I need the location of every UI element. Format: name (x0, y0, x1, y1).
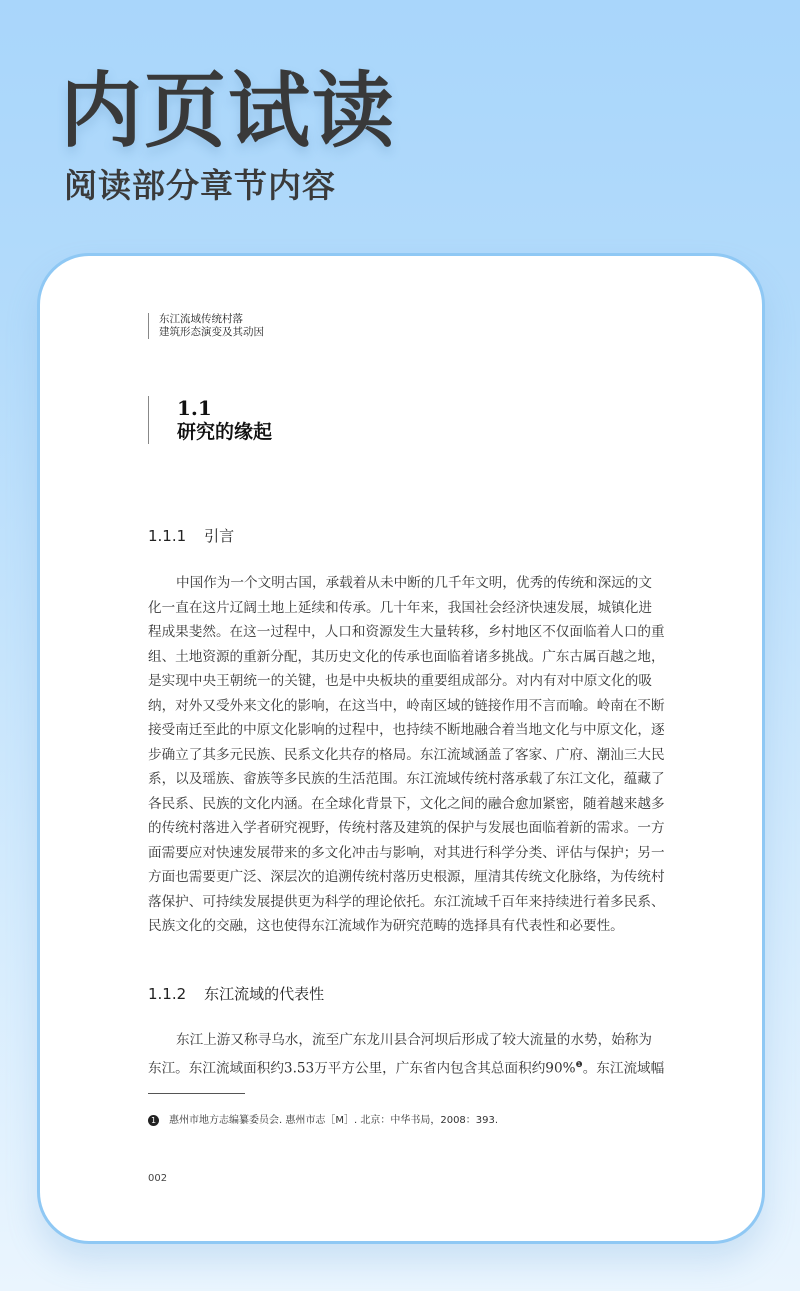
footnote-divider (148, 1093, 245, 1094)
running-head-line: 建筑形态演变及其动因 (159, 326, 264, 338)
text-line: 东江上游又称寻乌水，流至广东龙川县合河坝后形成了较大流量的水势，始称为 (176, 1032, 652, 1048)
text-line: 组、土地资源的重新分配，其历史文化的传承也面临着诸多挑战。广东古属百越之地， (148, 648, 665, 665)
text-line: 接受南迁至此的中原文化影响的过程中，也持续不断地融合着当地文化与中原文化，逐 (148, 722, 665, 738)
section-title: 东江流域的代表性 (204, 985, 325, 1003)
text-line: 各民系、民族的文化内涵。在全球化背景下，文化之间的融合愈加紧密，随着越来越多 (148, 795, 665, 812)
text-line: 步确立了其多元民族、民系文化共存的格局。东江流域涵盖了客家、广府、潮汕三大民 (148, 746, 665, 763)
footnote-ref[interactable]: ❶ (575, 1059, 583, 1069)
footnote-mark: 1 (148, 1115, 159, 1126)
text-line: 系，以及瑶族、畲族等多民族的生活范围。东江流域传统村落承载了东江文化，蕴藏了 (148, 771, 665, 787)
text-segment: 东江。东江流域面积约3.53万平方公里，广东省内包含其总面积约90% (148, 1060, 576, 1077)
footnote (148, 1111, 498, 1126)
text-line: 纳，对外又受外来文化的影响，在这当中，岭南区域的链接作用不言而喻。岭南在不断 (148, 697, 665, 714)
section-heading (148, 525, 234, 546)
text-segment: 。东江流域幅 (582, 1060, 665, 1077)
page-subtitle: 阅读部分章节内容 (64, 166, 336, 205)
text-line: 的传统村落进入学者研究视野，传统村落及建筑的保护与发展也面临着新的需求。一方 (148, 820, 665, 836)
section-number: 1.1.2 (148, 985, 187, 1003)
text-line: 面需要应对快速发展带来的多文化冲击与影响，对其进行科学分类、评估与保护；另一 (148, 844, 665, 861)
text-line (148, 1053, 665, 1078)
text-line: 是实现中央王朝统一的关键，也是中央板块的重要组成部分。对内有对中原文化的吸 (148, 673, 652, 689)
section-number: 1.1.1 (148, 527, 187, 545)
text-line: 民族文化的交融，这也使得东江流域作为研究范畴的选择具有代表性和必要性。 (148, 918, 624, 934)
section-title: 引言 (204, 527, 235, 545)
chapter-title: 研究的缘起 (177, 421, 273, 443)
text-line: 方面也需要更广泛、深层次的追溯传统村落历史根源，厘清其传统文化脉络，为传统村 (148, 869, 665, 885)
text-line: 中国作为一个文明古国，承载着从未中断的几千年文明，优秀的传统和深远的文 (176, 575, 652, 591)
running-head (148, 313, 264, 339)
running-head-line: 东江流域传统村落 (159, 313, 243, 325)
chapter-number: 1.1 (177, 396, 212, 420)
text-line: 程成果斐然。在这一过程中，人口和资源发生大量转移，乡村地区不仅面临着人口的重 (148, 624, 665, 640)
page-number: 002 (148, 1173, 168, 1184)
page-title: 内页试读 (60, 64, 397, 159)
paragraph (148, 1028, 665, 1077)
text-line: 落保护、可持续发展提供更为科学的理论依托。东江流域千百年来持续进行着多民系、 (148, 893, 665, 910)
paragraph (148, 571, 665, 939)
footnote-text: 惠州市地方志编纂委员会. 惠州市志［M］. 北京：中华书局，2008：393. (169, 1115, 499, 1126)
section-heading (148, 983, 324, 1004)
text-line: 化一直在这片辽阔土地上延续和传承。几十年来，我国社会经济快速发展，城镇化进 (148, 599, 652, 616)
chapter-heading (148, 396, 272, 444)
